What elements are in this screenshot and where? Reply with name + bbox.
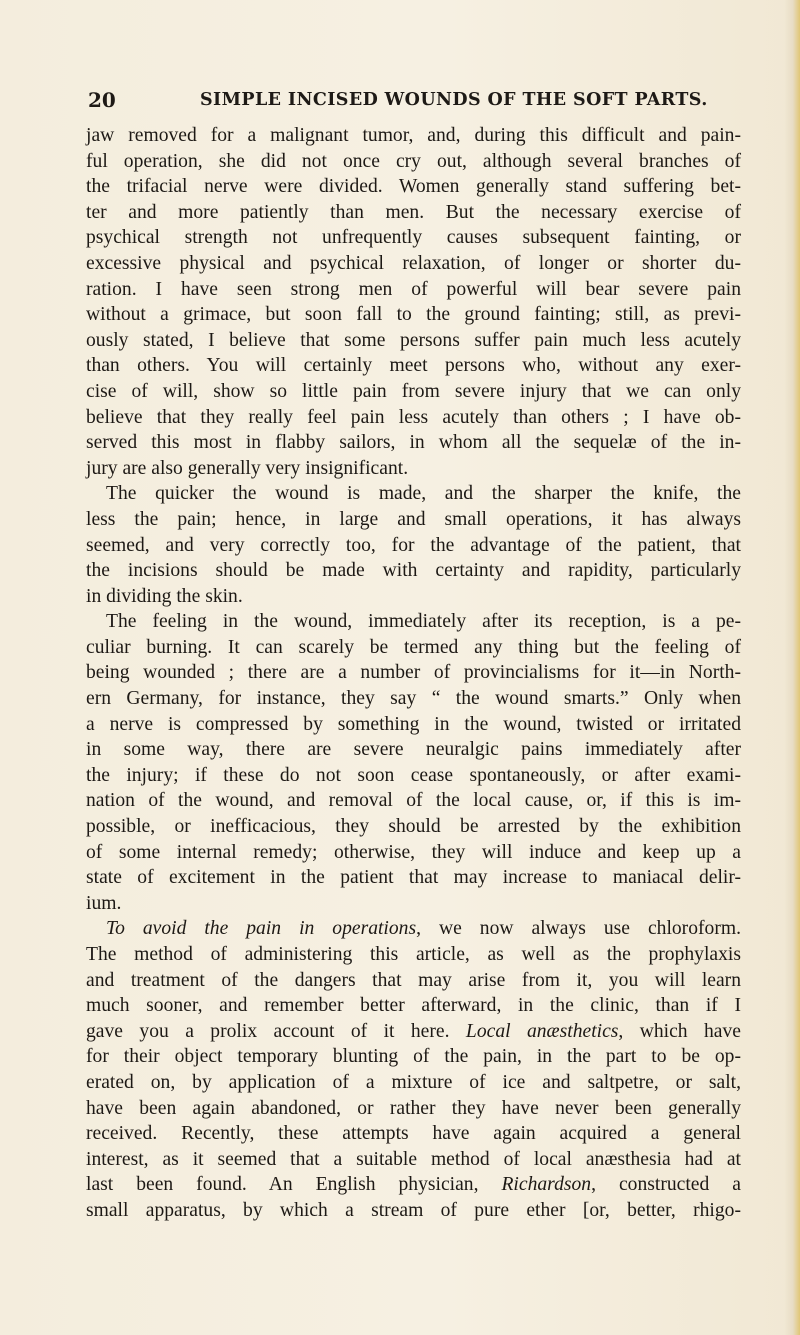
text-fragment: gave you a prolix account of it here. — [86, 1020, 466, 1042]
text-fragment: , constructed a — [591, 1174, 741, 1196]
text-line: have been again abandoned, or rather they have never been generally — [86, 1097, 741, 1119]
text-line: for their object temporary blunting of the pain, in the part to be op- — [86, 1046, 741, 1068]
text-line: state of excitement in the patient that may increase to maniacal delir- — [86, 867, 741, 889]
text-line: jury are also generally very insignificant. — [86, 457, 409, 479]
text-line: ration. I have seen strong men of powerful will bear severe pain — [86, 278, 741, 300]
text-fragment: , which have — [618, 1020, 741, 1042]
text-line: ter and more patiently than men. But the necessary exercise of — [86, 201, 741, 223]
text-line: being wounded ; there are a number of provincialisms for it—in North- — [86, 662, 741, 684]
text-line: The feeling in the wound, immediately after its reception, is a pe- — [106, 611, 741, 633]
page-number: 20 — [88, 88, 116, 112]
text-line: of some internal remedy; otherwise, they will induce and keep up a — [86, 841, 741, 863]
text-line: interest, as it seemed that a suitable method of local anæsthesia had at — [86, 1148, 741, 1170]
text-line: cise of will, show so little pain from severe injury that we can only — [86, 380, 741, 402]
text-line: jaw removed for a malignant tumor, and, during this difficult and pain- — [86, 125, 741, 146]
italic-phrase: To avoid the pain in operations — [106, 918, 417, 940]
running-head: SIMPLE INCISED WOUNDS OF THE SOFT PARTS. — [200, 90, 708, 110]
text-line: without a grimace, but soon fall to the ground fainting; still, as previ- — [86, 304, 741, 326]
italic-phrase: Local anæsthetics — [465, 1020, 619, 1042]
text-line — [86, 916, 741, 942]
text-line: than others. You will certainly meet persons who, without any exer- — [86, 355, 741, 377]
text-line: served this most in flabby sailors, in whom all the sequelæ of the in- — [86, 432, 741, 454]
text-line: culiar burning. It can scarely be termed any thing but the feeling of — [86, 636, 741, 658]
text-line: the injury; if these do not soon cease spontaneously, or after exami- — [86, 764, 741, 786]
text-line: a nerve is compressed by something in the wound, twisted or irritated — [86, 713, 741, 735]
text-line: believe that they really feel pain less acutely than others ; I have ob- — [86, 406, 741, 428]
text-line: excessive physical and psychical relaxation, of longer or shorter du- — [86, 252, 741, 274]
text-line: less the pain; hence, in large and small operations, it has always — [86, 508, 741, 530]
text-line: received. Recently, these attempts have again acquired a general — [86, 1123, 741, 1145]
text-line: ful operation, she did not once cry out, although several branches of — [86, 150, 741, 172]
text-line: ously stated, I believe that some persons suffer pain much less acutely — [86, 329, 741, 351]
text-line: the trifacial nerve were divided. Women generally stand suffering bet- — [86, 176, 741, 198]
text-line: and treatment of the dangers that may arise from it, you will learn — [86, 969, 741, 991]
text-fragment: , we now always use chloroform. — [416, 918, 741, 940]
text-line: nation of the wound, and removal of the local cause, or, if this is im- — [86, 790, 741, 812]
text-line — [86, 1019, 741, 1045]
body-text — [86, 123, 741, 1224]
text-line: in dividing the skin. — [86, 585, 243, 607]
text-line — [86, 1172, 741, 1198]
text-line: ern Germany, for instance, they say “ the wound smarts.” Only when — [86, 688, 741, 710]
text-fragment: last been found. An English physician, — [86, 1174, 502, 1196]
text-line: erated on, by application of a mixture of ice and saltpetre, or salt, — [86, 1071, 741, 1093]
text-line: in some way, there are severe neuralgic pains immediately after — [86, 739, 741, 761]
text-line: ium. — [86, 892, 122, 914]
text-line: psychical strength not unfrequently causes subsequent fainting, or — [86, 227, 741, 249]
text-line: much sooner, and remember better afterward, in the clinic, than if I — [86, 995, 741, 1017]
text-line: The quicker the wound is made, and the sharper the knife, the — [106, 483, 741, 505]
page-header — [88, 88, 728, 118]
text-line: The method of administering this article, as well as the prophylaxis — [86, 944, 741, 965]
text-line: small apparatus, by which a stream of pure ether [or, better, rhigo- — [86, 1199, 741, 1221]
text-line: seemed, and very correctly too, for the advantage of the patient, that — [86, 534, 741, 556]
text-line: possible, or inefficacious, they should be arrested by the exhibition — [86, 816, 741, 838]
text-line: the incisions should be made with certainty and rapidity, particularly — [86, 560, 741, 582]
page-edge-shadow — [784, 0, 800, 1335]
italic-name: Richardson — [501, 1174, 592, 1196]
